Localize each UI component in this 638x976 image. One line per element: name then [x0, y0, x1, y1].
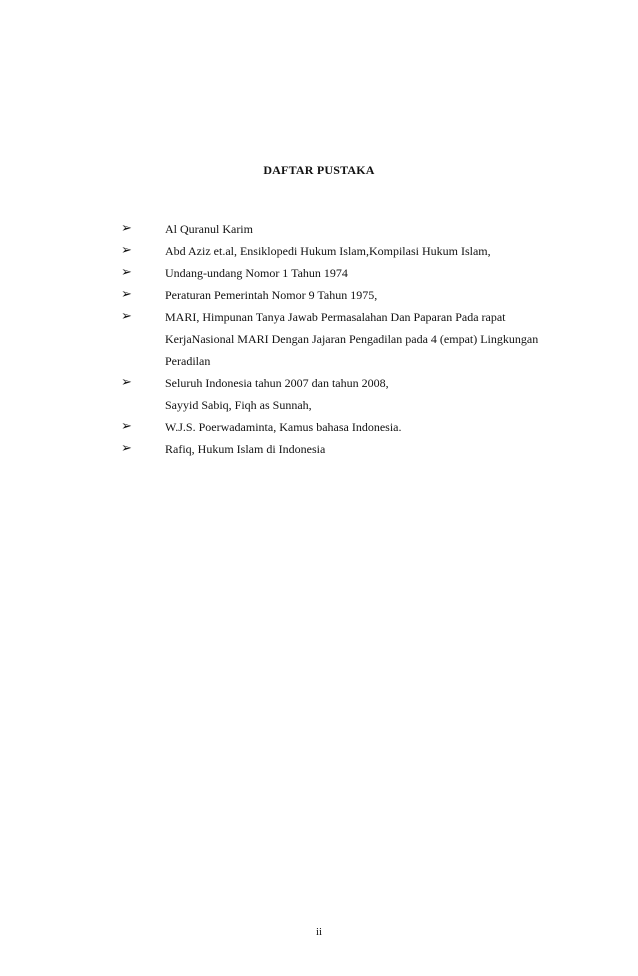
reference-item: [121, 372, 561, 394]
reference-text: Seluruh Indonesia tahun 2007 dan tahun 2008,: [165, 376, 389, 390]
arrowhead-bullet-icon: ➢: [121, 243, 132, 258]
arrowhead-bullet-icon: ➢: [121, 441, 132, 456]
reference-text: Rafiq, Hukum Islam di Indonesia: [165, 442, 326, 456]
arrowhead-bullet-icon: ➢: [121, 221, 132, 236]
arrowhead-bullet-icon: ➢: [121, 265, 132, 280]
reference-item: [121, 240, 561, 262]
arrowhead-bullet-icon: ➢: [121, 375, 132, 390]
page-title: DAFTAR PUSTAKA: [263, 163, 375, 177]
reference-item: [121, 394, 561, 416]
reference-item: [121, 306, 561, 372]
reference-list: [121, 218, 561, 460]
reference-text: Peradilan: [165, 354, 211, 368]
reference-text: Sayyid Sabiq, Fiqh as Sunnah,: [165, 398, 312, 412]
arrowhead-bullet-icon: ➢: [121, 419, 132, 434]
reference-item: [121, 218, 561, 240]
reference-text: Al Quranul Karim: [165, 222, 253, 236]
reference-text: W.J.S. Poerwadaminta, Kamus bahasa Indonesia.: [165, 420, 402, 434]
reference-item: [121, 284, 561, 306]
reference-item: [121, 416, 561, 438]
reference-item: [121, 262, 561, 284]
arrowhead-bullet-icon: ➢: [121, 287, 132, 302]
reference-text: MARI, Himpunan Tanya Jawab Permasalahan Dan Paparan Pada rapat: [165, 310, 506, 324]
page-number: ii: [315, 926, 323, 938]
reference-item: [121, 438, 561, 460]
reference-text: Peraturan Pemerintah Nomor 9 Tahun 1975,: [165, 288, 378, 302]
reference-text: Undang-undang Nomor 1 Tahun 1974: [165, 266, 348, 280]
reference-text: Abd Aziz et.al, Ensiklopedi Hukum Islam,Kompilasi Hukum Islam,: [165, 244, 491, 258]
arrowhead-bullet-icon: ➢: [121, 309, 132, 324]
reference-text: KerjaNasional MARI Dengan Jajaran Pengadilan pada 4 (empat) Lingkungan: [165, 332, 539, 346]
